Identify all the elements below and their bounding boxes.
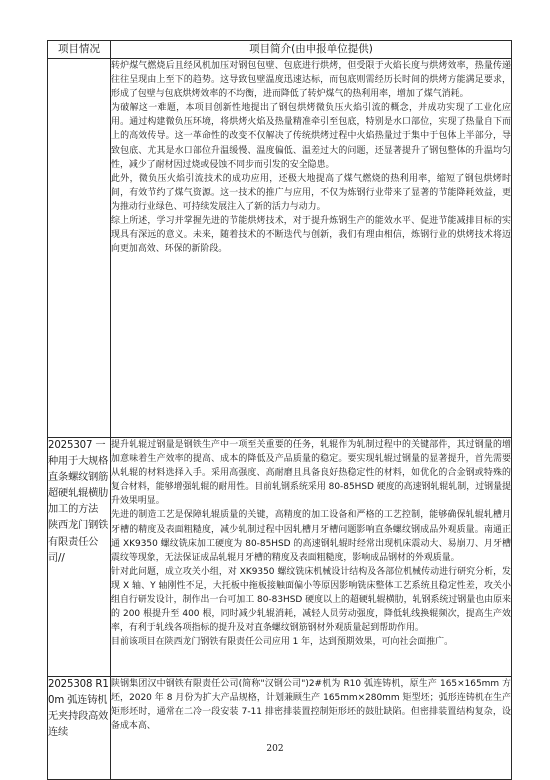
project-info-cell: 2025308 R10m 弧连铸机无夹持段高效连续	[48, 677, 111, 780]
project-summary-cell	[111, 59, 512, 438]
header-project-summary: 项目简介(由申报单位提供)	[111, 41, 512, 59]
page-number: 202	[266, 744, 284, 754]
table-header-row	[48, 41, 512, 59]
project-summary-cell	[111, 438, 512, 677]
project-summary-cell	[111, 677, 512, 780]
summary-paragraph: 目前该项目在陕西龙门钢铁有限责任公司应用 1 年，达到预期效果，可向社会面推广。	[111, 637, 454, 648]
project-info-cell	[48, 59, 111, 438]
header-project-status: 项目情况	[48, 41, 111, 59]
project-table	[47, 40, 512, 780]
table-row	[48, 677, 512, 780]
table-row	[48, 59, 512, 438]
summary-paragraph: 此外，微负压火焰引流技术的成功应用，还极大地提高了煤气燃烧的热利用率，缩短了钢包烘烤时间，有效节约了煤气资源。这一技术的推广与应用，不仅为炼钢行业带来了显著的节能降耗效益，更为推动行业绿色、可持续发展注入了新的活力与动力。	[111, 173, 511, 212]
summary-paragraph: 陕钢集团汉中钢铁有限责任公司(简称"汉钢公司")2#机为 R10 弧连铸机，原生产 165×165mm 方坯，2020 年 8 月份为扩大产品规格，计划兼顾生产 165mm×280mm 矩型坯；弧形连铸机在生产矩形坯时，通常在二冷一段安装 7-11 排密排装置控制矩形坯的鼓肚缺陷。但密排装置结构复杂，设备成本高、	[111, 679, 511, 732]
project-info-cell: 2025307 一种用于大规格直条螺纹钢筋超硬轧辊横肋加工的方法 陕西龙门钢铁有限责任公司//	[48, 438, 111, 677]
summary-paragraph: 为破解这一难题，本项目创新性地提出了钢包烘烤微负压火焰引流的概念，并成功实现了工业化应用。通过构建微负压环境，将烘烤火焰及热量精准牵引至包底，特别是水口部位，实现了热量自下而上的高效传导。这一革命性的改变不仅解决了传统烘烤过程中火焰热量过于集中于包体上半部分，导致包底、尤其是水口部位升温缓慢、温度偏低、温差过大的问题，还显著提升了钢包整体的升温均匀性，减少了耐材因过烧或侵蚀不同步而引发的安全隐患。	[111, 103, 511, 170]
table-row	[48, 438, 512, 677]
summary-paragraph: 先进的制造工艺是保障轧辊质量的关键，高精度的加工设备和严格的工艺控制，能够确保轧辊轧槽月牙槽的精度及表面粗糙度，减少轧制过程中因轧槽月牙槽问题影响直条螺纹钢成品外观质量。南通正通 XK9350 螺纹铣床加工硬度为 80-85HSD 的高速钢轧辊时经常出现机床震动大、易崩刀、月牙槽震纹等现象，无法保证成品轧辊月牙槽的精度及表面粗糙度，影响成品钢材的外观质量。	[111, 510, 511, 563]
summary-paragraph: 转炉煤气燃烧后且经风机加压对钢包包壁、包底进行烘烤，但受限于火焰长度与烘烤效率，热量传递往往呈现由上至下的趋势。这导致包壁温度迅速达标，而包底则需经历长时间的烘烤方能满足要求，形成了包壁与包底烘烤效率的不均衡，进而降低了转炉煤气的热利用率，增加了煤气消耗。	[111, 61, 511, 100]
summary-paragraph: 针对此问题，成立攻关小组，对 XK9350 螺纹铣床机械设计结构及各部位机械传动进行研究分析，发现 X 轴、Y 轴刚性不足，大托板中拖板接触面偏小等原因影响铣床整体工艺系统且稳定性差，攻关小组自行研发设计，制作出一台可加工 80-83HSD 硬度以上的超硬轧辊横肋，轧钢系统过钢量也由原来的 200 根提升至 400 根，同时减少轧辊消耗，减轻人员劳动强度，降低轧线换辊频次，提高生产效率，有利于轧线各项指标的提升及对直条螺纹钢筋钢材外观质量起到帮助作用。	[111, 566, 511, 634]
summary-paragraph: 提升轧辊过钢量是钢铁生产中一项至关重要的任务，轧辊作为轧制过程中的关键部件，其过钢量的增加意味着生产效率的提高、成本的降低及产品质量的稳定。要实现轧辊过钢量的显著提升，首先需要从轧辊的材料选择入手。采用高强度、高耐磨且具备良好热稳定性的材料，如优化的合金钢或特殊的复合材料，能够增强轧辊的耐用性。目前轧钢系统采用 80-85HSD 硬度的高速钢轧辊轧制，过钢量提升效果明显。	[111, 440, 511, 507]
summary-paragraph: 综上所述，学习并掌握先进的节能烘烤技术，对于提升炼钢生产的能效水平、促进节能减排目标的实现具有深远的意义。未来，随着技术的不断迭代与创新，我们有理由相信，炼钢行业的烘烤技术将迈向更加高效、环保的新阶段。	[111, 216, 511, 255]
